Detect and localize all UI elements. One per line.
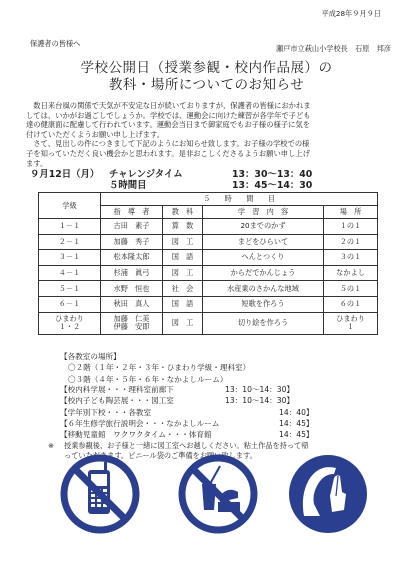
cell-content: 短歌を作ろう [203, 296, 324, 312]
exhibit-label: 【校内子ども陶芸展・・・図工室 [60, 396, 174, 406]
exhibit-label: 【６年生修学旅行説明会・・・なかよしルーム [60, 418, 220, 428]
note-mark: ※ [48, 441, 55, 450]
table-row [39, 281, 378, 297]
document-title-line1: 学校公開日（授業参観・校内作品展）の [80, 60, 333, 76]
schedule-label-challenge: チャレンジタイム [109, 169, 183, 180]
schedule-time-challenge: 13：30～13：40 [232, 169, 313, 180]
exhibit-time: 14：45】 [279, 430, 314, 440]
cell-teacher: 水野 恒也 [101, 281, 163, 297]
cell-content: 切り絵を作ろう [203, 312, 324, 334]
table-row [39, 312, 378, 334]
class-schedule-table [38, 192, 378, 335]
sender: 瀬戸市立萩山小学校長 石原 邦彦 [275, 44, 391, 53]
body-line: 達の健康面に配慮して行われています。運動会当日まで御家庭でもお子様の様子に気を [26, 120, 310, 130]
cell-place: ひまわり １ [324, 312, 378, 334]
no-eating-icon [176, 452, 260, 536]
schedule-time-period5: 13：45～14：30 [232, 180, 313, 191]
header-subject: 教 科 [163, 206, 203, 219]
cell-teacher: 秋田 真人 [101, 296, 163, 312]
header-place: 場 所 [324, 206, 378, 219]
cell-subject: 図 工 [163, 265, 203, 281]
body-line: さて、見出しの件につきまして下記のようにお知らせ致します。お子様の学校での様 [26, 139, 310, 149]
places-heading: 【各教室の場所】 [60, 352, 121, 361]
exhibits-section [60, 384, 380, 440]
cell-content: へんとつくり [203, 250, 324, 266]
cell-grade: ４－１ [39, 265, 101, 281]
cell-content: まどをひらいて [203, 234, 324, 250]
cell-grade: ６－１ [39, 296, 101, 312]
cell-teacher: 杉浦 眞弓 [101, 265, 163, 281]
cell-content: 水産業のさかんな地域 [203, 281, 324, 297]
header-grade: 学級 [39, 193, 101, 219]
body-line: 数日来台風の関係で天気が不安定な日が続いておりますが、保護者の皆様におかれま [26, 101, 311, 110]
cell-subject: 図 工 [163, 234, 203, 250]
cell-subject: 算 数 [163, 219, 203, 235]
cell-content: 20までのかず [203, 219, 324, 235]
date-line: 平成28年９月９日 [321, 9, 381, 18]
cell-teacher: 古田 素子 [101, 219, 163, 235]
table-row [39, 219, 378, 235]
schedule-date: ９月12日（月） [30, 169, 100, 180]
body-line: 付けていただくようお願い申し上げます。 [26, 129, 165, 139]
list-item [60, 395, 380, 406]
table-row [39, 234, 378, 250]
exhibit-label: 【学年別下校・・・各教室 [60, 407, 152, 417]
recipient: 保護者の皆様へ [30, 39, 81, 48]
cell-teacher: 松本隆太郎 [101, 250, 163, 266]
body-line: 子を知っていただく良い機会かと思われます。是非おこしくださるようお願い申し上げ [26, 148, 310, 158]
table-row [39, 265, 378, 281]
body-line: ます。 [26, 158, 48, 168]
cell-subject: 国 語 [163, 250, 203, 266]
cell-place: １の１ [324, 219, 378, 235]
places-section [60, 351, 250, 385]
cell-grade: ひまわり １・２ [39, 312, 101, 334]
list-item [60, 429, 380, 440]
list-item [60, 384, 380, 395]
body-line: しては、いかがお過ごしでしょうか。学校では、運動会に向けた練習が各学年で子ども [26, 110, 311, 120]
cell-subject: 国 語 [163, 296, 203, 312]
cell-grade: ２－１ [39, 234, 101, 250]
exhibit-time: 13：10～14：30】 [225, 396, 295, 406]
exhibit-label: 【移動児童館 ワクワクタイム・・・体育館 [60, 430, 212, 440]
schedule-label-period5: ５時間目 [109, 180, 147, 191]
cell-place: ２の１ [324, 234, 378, 250]
body-paragraph [26, 101, 388, 168]
cell-place: ５の１ [324, 281, 378, 297]
cell-subject: 図 工 [163, 312, 203, 334]
exhibit-time: 14：45】 [279, 418, 314, 428]
cell-place: ３の１ [324, 250, 378, 266]
note-line: っていただきます。ビニール袋のご準備をお願い致します。 [64, 451, 257, 460]
exhibit-time: 13：10～14：30】 [225, 385, 295, 394]
list-item [60, 407, 380, 418]
places-floor3: 〇３階（４年・５年・６年・なかよしルーム） [68, 374, 228, 384]
cell-subject: 社 会 [163, 281, 203, 297]
list-item [60, 418, 380, 429]
places-floor2: 〇２階（１年・２年・３年・ひまわり学級・理科室） [68, 363, 251, 373]
no-phone-icon [58, 452, 142, 536]
cell-grade: ３－１ [39, 250, 101, 266]
quiet-please-icon [286, 452, 370, 536]
cell-place: ６の１ [324, 296, 378, 312]
cell-grade: ５－１ [39, 281, 101, 297]
table-row [39, 296, 378, 312]
cell-teacher: 加藤 仁美 伊藤 安即 [101, 312, 163, 334]
table-row [39, 250, 378, 266]
exhibit-label: 【校内科学展・・・理科室前廊下 [60, 385, 174, 394]
header-teacher: 指 導 者 [101, 206, 163, 219]
header-period: ５ 時 間 目 [101, 193, 378, 206]
document-title-line2: 教科・場所についてのお知らせ [108, 77, 305, 93]
note-line: 授業参観後、お子様と一緒に図工室へお越しください。粘土作品を持って帰 [64, 441, 309, 450]
cell-grade: １－１ [39, 219, 101, 235]
cell-place: なかよし [324, 265, 378, 281]
cell-content: からだでかんじょう [203, 265, 324, 281]
header-content: 学 習 内 容 [203, 206, 324, 219]
cell-teacher: 加藤 秀子 [101, 234, 163, 250]
exhibit-time: 14：40】 [279, 407, 314, 417]
